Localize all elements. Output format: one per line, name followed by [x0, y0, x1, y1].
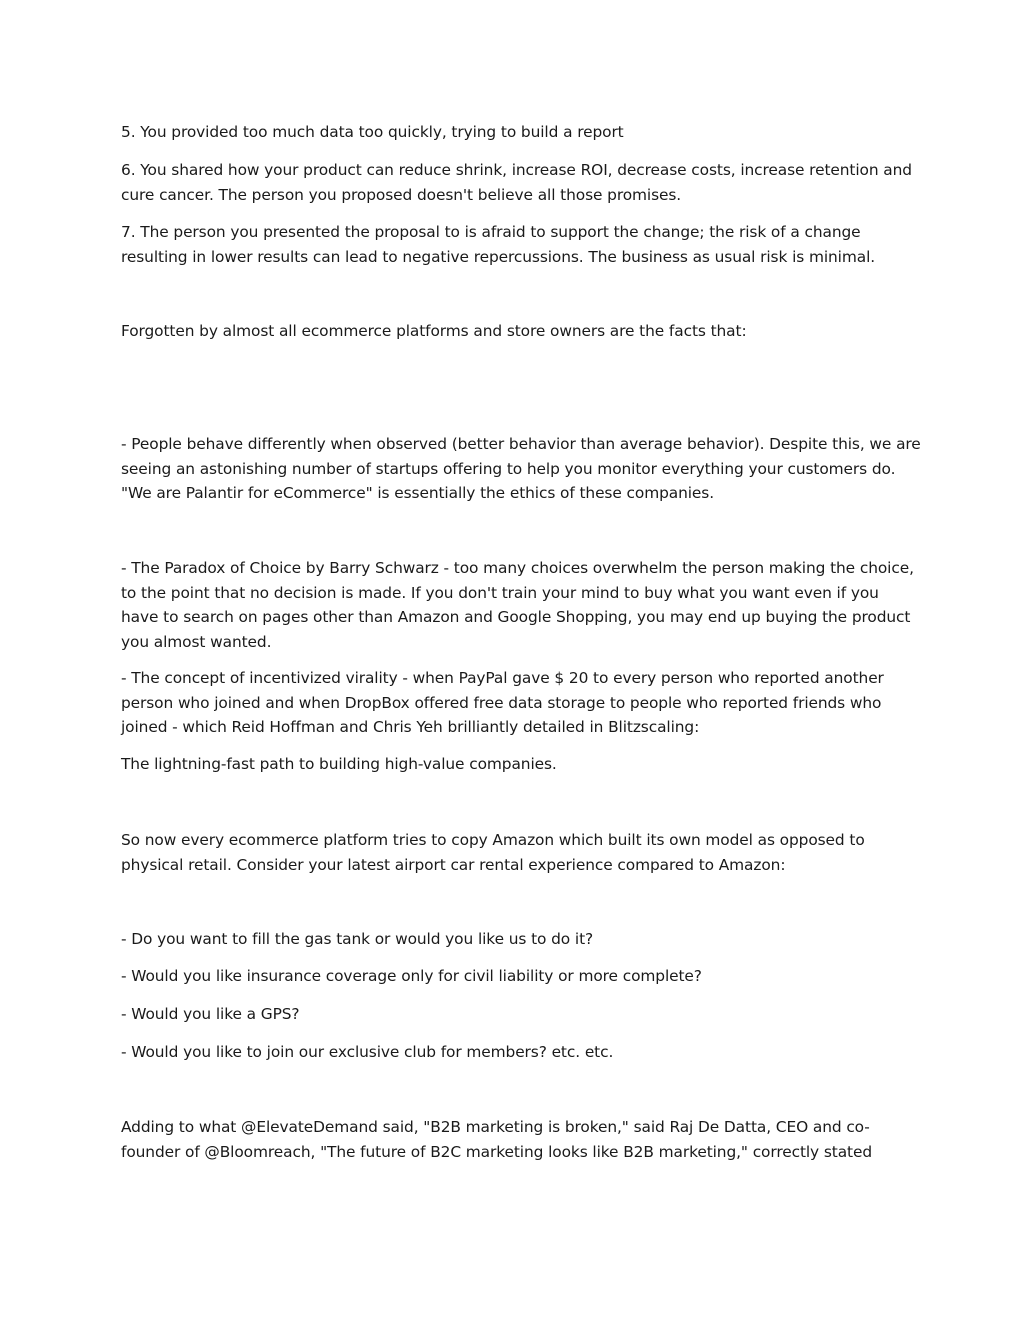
paragraph-insurance: - Would you like insurance coverage only for civil liability or more complete? — [121, 967, 702, 985]
paragraph-paradox-of-choice: - The Paradox of Choice by Barry Schwarz - too many choices overwhelm the person making the choice, to the point that no decision is made. If you don't train your mind to buy what you want even if you have to search on pages other than Amazon and Google Shopping, you may end up buying the product you almost wanted. — [121, 559, 914, 651]
paragraph-gps: - Would you like a GPS? — [121, 1005, 300, 1023]
paragraph-gas-tank: - Do you want to fill the gas tank or would you like us to do it? — [121, 930, 594, 948]
paragraph-forgotten-facts: Forgotten by almost all ecommerce platforms and store owners are the facts that: — [121, 322, 747, 340]
paragraph-blitzscaling-subtitle: The lightning-fast path to building high-value companies. — [121, 755, 557, 773]
paragraph-incentivized-virality: - The concept of incentivized virality - when PayPal gave $ 20 to every person who reported another person who joined and when DropBox offered free data storage to people who reported friends who joined - which Reid Hoffman and Chris Yeh brilliantly detailed in Blitzscaling: — [121, 669, 884, 736]
paragraph-item-6: 6. You shared how your product can reduce shrink, increase ROI, decrease costs, increase retention and cure cancer. The person you proposed doesn't believe all those promises. — [121, 161, 912, 204]
paragraph-b2b-marketing: Adding to what @ElevateDemand said, "B2B marketing is broken," said Raj De Datta, CEO and co- founder of @Bloomreach, "The future of B2C marketing looks like B2B marketing," correctly stated — [121, 1118, 873, 1161]
paragraph-item-7: 7. The person you presented the proposal to is afraid to support the change; the risk of a change resulting in lower results can lead to negative repercussions. The business as usual risk is minimal. — [121, 223, 876, 266]
paragraph-people-observed: - People behave differently when observed (better behavior than average behavior). Despite this, we are seeing an astonishing number of startups offering to help you monitor everything your customers do. "We are Palantir for eCommerce" is essentially the ethics of these companies. — [121, 435, 921, 502]
paragraph-exclusive-club: - Would you like to join our exclusive club for members? etc. etc. — [121, 1043, 614, 1061]
paragraph-item-5: 5. You provided too much data too quickly, trying to build a report — [121, 123, 624, 141]
paragraph-amazon-copy: So now every ecommerce platform tries to copy Amazon which built its own model as opposed to physical retail. Consider your latest airport car rental experience compared to Amazon: — [121, 831, 865, 874]
